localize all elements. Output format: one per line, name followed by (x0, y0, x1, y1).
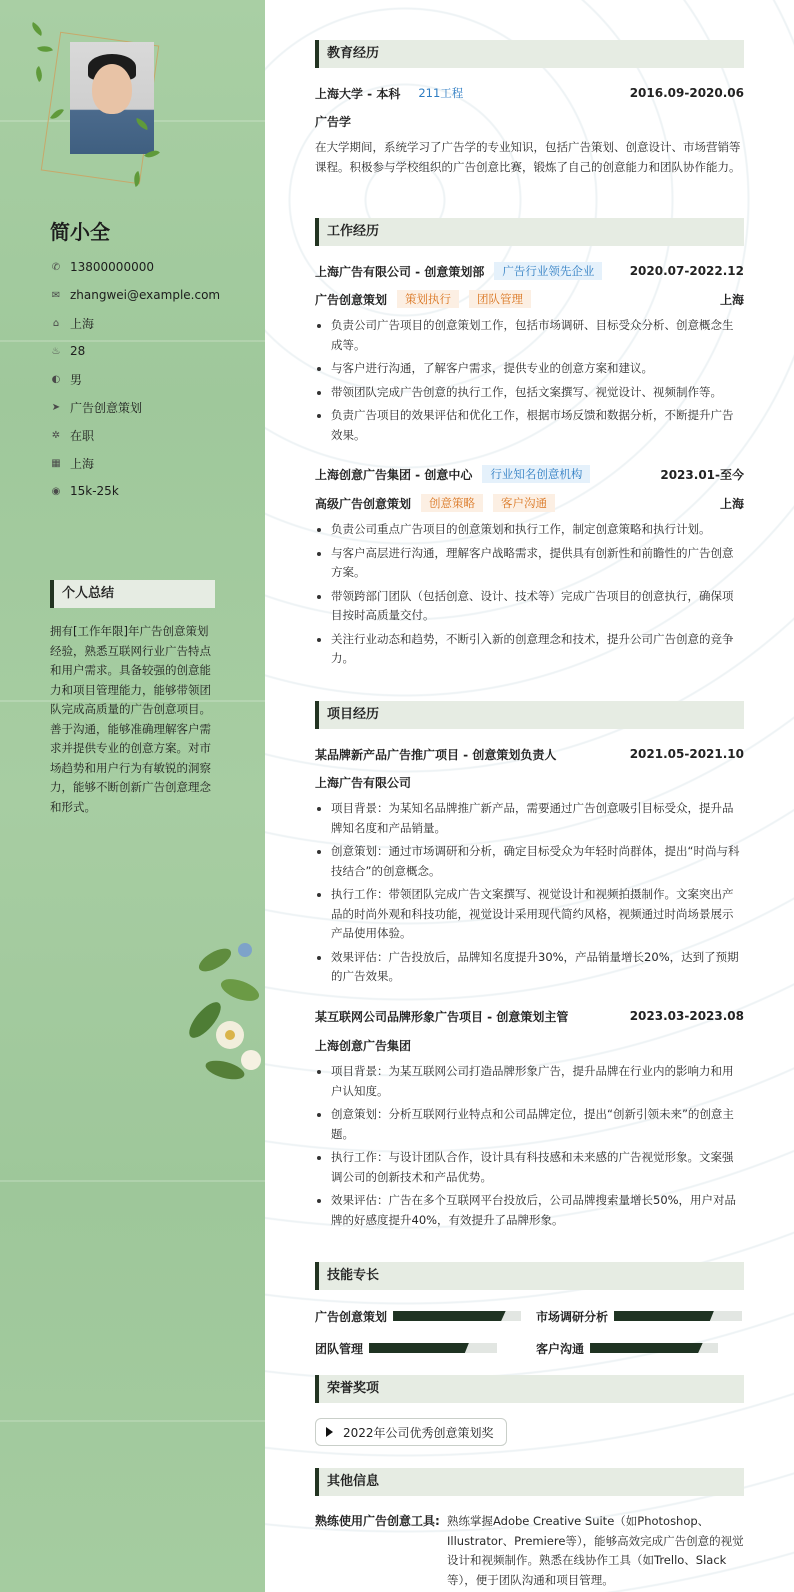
money-icon: ◉ (51, 485, 61, 497)
project1-company-row (315, 772, 744, 792)
job1-header-row (315, 261, 744, 281)
school-tag: 211工程 (418, 86, 464, 100)
summary-heading: 个人总结 (50, 580, 215, 608)
skill-level-fill (369, 1343, 469, 1353)
phone-value: 13800000000 (70, 260, 154, 274)
list-item: 项目背景：为某知名品牌推广新产品，需要通过广告创意吸引目标受众，提升品牌知名度和产品销量。 (315, 799, 744, 838)
projects-heading: 项目经历 (315, 701, 744, 729)
job2-tag-1: 创意策略 (421, 494, 483, 512)
play-icon (326, 1427, 333, 1437)
gear-icon: ✲ (51, 429, 61, 441)
skill-bar (614, 1311, 742, 1321)
city-value: 上海 (70, 316, 95, 331)
project1-period: 2021.05-2021.10 (629, 747, 744, 761)
list-item: 负责广告项目的效果评估和优化工作，根据市场反馈和数据分析，不断提升广告效果。 (315, 406, 744, 445)
skill-bar (590, 1343, 718, 1353)
list-item: 项目背景：为某互联网公司打造品牌形象广告，提升品牌在行业内的影响力和用户认知度。 (315, 1062, 744, 1101)
list-item: 关注行业动态和趋势，不断引入新的创意理念和技术，提升公司广告创意的竞争力。 (315, 630, 744, 669)
school-name: 上海大学 - 本科 (315, 86, 401, 101)
skill-level-fill (590, 1343, 703, 1353)
city-row (50, 313, 94, 333)
award-item[interactable] (315, 1418, 507, 1446)
job1-company: 上海广告有限公司 - 创意策划部 (315, 264, 485, 279)
skill-item (536, 1306, 742, 1326)
gender-icon: ◐ (51, 373, 61, 385)
list-item: 与客户进行沟通，了解客户需求，提供专业的创意方案和建议。 (315, 359, 744, 379)
awards-heading: 荣誉奖项 (315, 1375, 744, 1403)
skill-name: 客户沟通 (536, 1341, 585, 1356)
profile-photo (70, 42, 154, 154)
education-desc: 在大学期间，系统学习了广告学的专业知识，包括广告策划、创意设计、市场营销等课程。积极参与学校组织的广告创意比赛，锻炼了自己的创意能力和团队协作能力。 (315, 140, 741, 174)
work-heading: 工作经历 (315, 218, 744, 246)
job1-city: 上海 (719, 292, 744, 307)
project2-company: 上海创意广告集团 (315, 1038, 412, 1053)
list-item: 负责公司广告项目的创意策划工作，包括市场调研、目标受众分析、创意概念生成等。 (315, 316, 744, 355)
phone-icon: ✆ (51, 261, 61, 273)
salary-row (50, 481, 119, 501)
education-period: 2016.09-2020.06 (629, 86, 744, 100)
cake-icon: ♨ (51, 345, 61, 357)
major: 广告学 (315, 114, 352, 129)
job1-tag-1: 策划执行 (397, 290, 459, 308)
skill-item (315, 1338, 497, 1358)
job2-header-row (315, 464, 744, 484)
job1-tag-2: 团队管理 (469, 290, 531, 308)
award-label: 2022年公司优秀创意策划奖 (343, 1425, 494, 1440)
education-heading: 教育经历 (315, 40, 744, 68)
skill-name: 市场调研分析 (536, 1309, 609, 1324)
project2-name: 某互联网公司品牌形象广告项目 - 创意策划主管 (315, 1009, 569, 1024)
email-row (50, 285, 220, 305)
major-row (315, 111, 744, 131)
main-content (265, 0, 794, 1592)
status-value: 在职 (70, 428, 95, 443)
project1-company: 上海广告有限公司 (315, 775, 412, 790)
phone-row (50, 257, 154, 277)
sidebar (0, 0, 265, 1592)
avatar (30, 20, 170, 195)
job1-role: 广告创意策划 (315, 292, 388, 307)
job2-period: 2023.01-至今 (660, 467, 744, 482)
list-item: 效果评估：广告在多个互联网平台投放后，公司品牌搜索量增长50%，用户对品牌的好感度提升40%，有效提升了品牌形象。 (315, 1191, 744, 1230)
job2-tag-2: 客户沟通 (493, 494, 555, 512)
skills-heading: 技能专长 (315, 1262, 744, 1290)
project2-details (315, 1062, 744, 1234)
skill-level-fill (614, 1311, 714, 1321)
job2-company: 上海创意广告集团 - 创意中心 (315, 467, 473, 482)
list-item: 负责公司重点广告项目的创意策划和执行工作，制定创意策略和执行计划。 (315, 520, 744, 540)
position-row (50, 397, 142, 417)
skill-name: 广告创意策划 (315, 1309, 388, 1324)
gender-value: 男 (70, 372, 83, 387)
skill-bar (369, 1343, 497, 1353)
age-row (50, 341, 85, 361)
position-value: 广告创意策划 (70, 400, 143, 415)
project2-period: 2023.03-2023.08 (629, 1009, 744, 1023)
list-item: 执行工作：带领团队完成广告文案撰写、视觉设计和视频拍摄制作。文案突出产品的时尚外观和科技功能，视觉设计采用现代简约风格，视频通过时尚场景展示产品使用体验。 (315, 885, 744, 944)
work-city-value: 上海 (70, 456, 95, 471)
status-row (50, 425, 94, 445)
candidate-name: 简小全 (50, 220, 110, 244)
project1-details (315, 799, 744, 991)
other-heading: 其他信息 (315, 1468, 744, 1496)
other-text: 熟练掌握Adobe Creative Suite（如Photoshop、Illustrator、Premiere等），能够高效完成广告创意的视觉设计和视频制作。熟悉在线协作工具（如Trello、Slack等），便于团队沟通和项目管理。 (447, 1514, 744, 1587)
job2-role: 高级广告创意策划 (315, 496, 412, 511)
salary-value: 15k-25k (70, 484, 119, 498)
building-icon: ▦ (51, 457, 61, 469)
skill-level-fill (393, 1311, 506, 1321)
email-value: zhangwei@example.com (70, 288, 221, 302)
skill-bar (393, 1311, 521, 1321)
flower-decoration (185, 920, 265, 1090)
skill-name: 团队管理 (315, 1341, 364, 1356)
project2-company-row (315, 1035, 744, 1055)
list-item: 创意策划：分析互联网行业特点和公司品牌定位，提出“创新引领未来”的创意主题。 (315, 1105, 744, 1144)
list-item: 与客户高层进行沟通，理解客户战略需求，提供具有创新性和前瞻性的广告创意方案。 (315, 544, 744, 583)
education-header-row (315, 83, 744, 103)
send-icon: ➤ (51, 401, 61, 413)
home-icon: ⌂ (52, 317, 60, 329)
job2-duties (315, 520, 744, 673)
skill-item (315, 1306, 521, 1326)
project2-header-row (315, 1006, 744, 1026)
job1-duties (315, 316, 744, 449)
job2-company-tag: 行业知名创意机构 (482, 465, 590, 483)
skill-item (536, 1338, 718, 1358)
job2-role-row (315, 493, 744, 513)
list-item: 执行工作：与设计团队合作，设计具有科技感和未来感的广告视觉形象。文案强调公司的创新技术和产品优势。 (315, 1148, 744, 1187)
age-value: 28 (70, 344, 86, 358)
list-item: 创意策划：通过市场调研和分析，确定目标受众为年轻时尚群体，提出“时尚与科技结合”的创意概念。 (315, 842, 744, 881)
job1-role-row (315, 289, 744, 309)
project1-name: 某品牌新产品广告推广项目 - 创意策划负责人 (315, 747, 557, 762)
gender-row (50, 369, 82, 389)
list-item: 效果评估：广告投放后，品牌知名度提升30%，产品销量增长20%，达到了预期的广告效果。 (315, 948, 744, 987)
job1-period: 2020.07-2022.12 (629, 264, 744, 278)
job2-city: 上海 (719, 496, 744, 511)
list-item: 带领团队完成广告创意的执行工作，包括文案撰写、视觉设计、视频制作等。 (315, 383, 744, 403)
mail-icon: ✉ (51, 289, 61, 301)
other-label: 熟练使用广告创意工具: (315, 1514, 440, 1528)
work-city-row (50, 453, 94, 473)
summary-text: 拥有[工作年限]年广告创意策划经验，熟悉互联网行业广告特点和用户需求。具备较强的创意能力和项目管理能力，能够带领团队完成高质量的广告创意项目。善于沟通，能够准确理解客户需求并提供专业的创意方案。对市场趋势和用户行为有敏锐的洞察力，能够不断创新广告创意理念和形式。 (50, 624, 211, 814)
project1-header-row (315, 744, 744, 764)
list-item: 带领跨部门团队（包括创意、设计、技术等）完成广告项目的创意执行，确保项目按时高质量交付。 (315, 587, 744, 626)
job1-company-tag: 广告行业领先企业 (494, 262, 602, 280)
